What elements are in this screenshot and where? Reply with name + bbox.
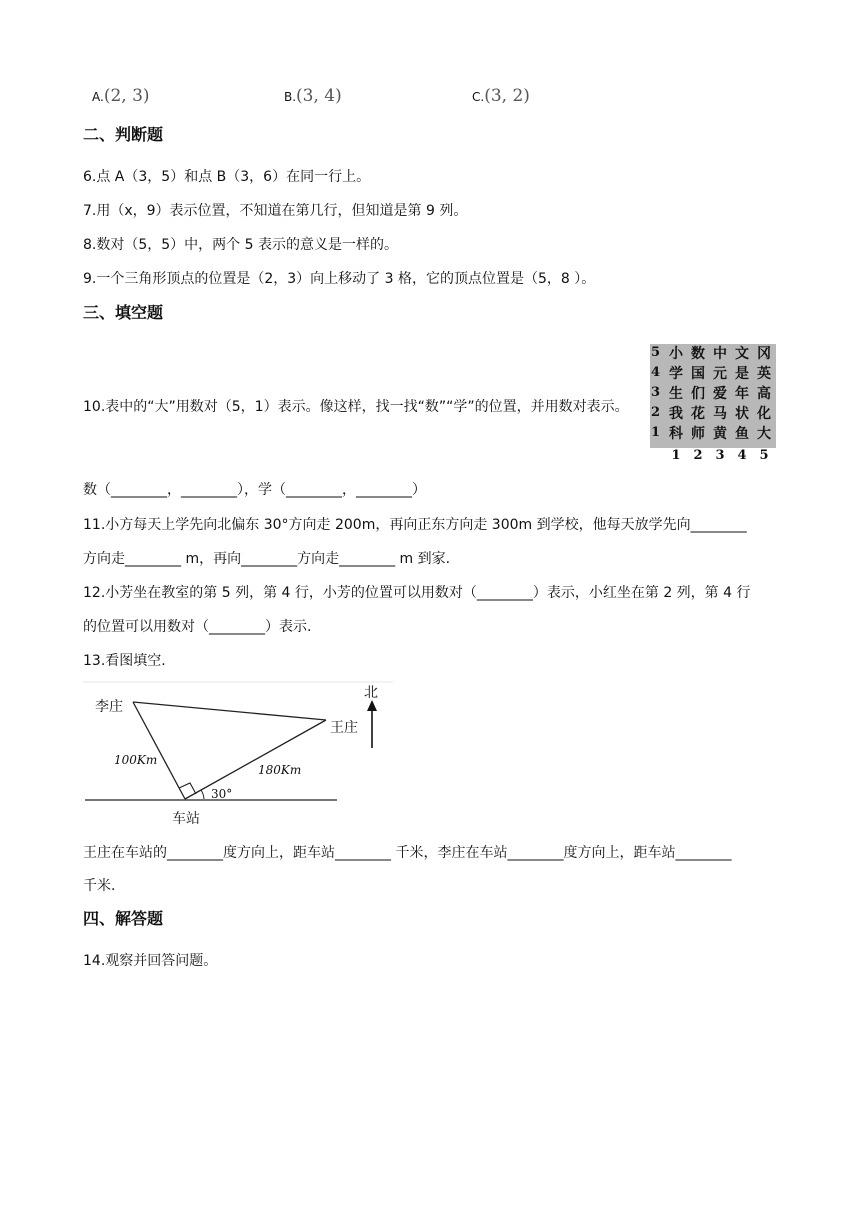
question-7: 7.用（x，9）表示位置，不知道在第几行，但知道是第 9 列。	[83, 203, 468, 219]
option-a-letter: A.	[92, 90, 104, 104]
grid-cell: 高	[757, 386, 771, 402]
grid-cell: 冈	[757, 346, 771, 362]
question-12-line1: 12.小芳坐在教室的第 5 列，第 4 行，小芳的位置可以用数对（________）表示，小红坐在第 2 列，第 4 行	[83, 585, 751, 601]
grid-col-label: 2	[693, 448, 703, 463]
line-station-wang	[185, 720, 326, 799]
station-label: 车站	[172, 811, 200, 827]
grid-cell: 小	[669, 346, 683, 362]
grid-cell: 英	[757, 366, 771, 382]
wangzhuang-label: 王庄	[330, 720, 358, 736]
grid-cell: 黄	[713, 426, 727, 442]
grid-cell: 化	[757, 406, 771, 422]
grid-col-label: 3	[715, 448, 725, 463]
grid-cell: 鱼	[735, 426, 749, 442]
line-li-station	[133, 702, 185, 799]
question-13-line1: 王庄在车站的________度方向上，距车站________ 千米，李庄在车站________度方向上，距车站________	[83, 845, 732, 861]
line-li-wang	[133, 702, 326, 720]
grid-cell: 中	[713, 346, 727, 362]
option-c	[472, 86, 530, 106]
grid-cell: 生	[669, 386, 683, 402]
option-b-value: (3, 4)	[296, 86, 342, 106]
angle-arc	[201, 790, 204, 799]
grid-cell: 年	[735, 386, 749, 402]
grid-cell: 学	[669, 366, 683, 382]
section4-title: 四、解答题	[83, 909, 164, 928]
distance-li-label: 100Km	[114, 753, 158, 767]
grid-cell: 师	[691, 426, 705, 442]
question-11-line2: 方向走________ m，再向________方向走________ m 到家.	[83, 551, 451, 567]
grid-cell: 马	[713, 406, 727, 422]
question-6: 6.点 A（3，5）和点 B（3，6）在同一行上。	[83, 169, 371, 185]
question-11-line1: 11.小方每天上学先向北偏东 30°方向走 200m，再向正东方向走 300m 到学校，他每天放学先向________	[83, 517, 747, 533]
question-13-line2: 千米.	[83, 878, 116, 894]
option-b	[284, 86, 342, 106]
grid-col-label: 4	[737, 448, 747, 463]
question-12-line2: 的位置可以用数对（________）表示.	[83, 619, 312, 635]
grid-row-label: 5	[651, 345, 661, 360]
option-c-value: (3, 2)	[484, 86, 530, 106]
grid-row-label: 4	[651, 365, 661, 380]
grid-cell: 数	[691, 346, 705, 362]
question-13: 13.看图填空.	[83, 653, 166, 669]
grid-cell: 科	[669, 426, 683, 442]
grid-row-label: 2	[651, 405, 661, 420]
grid-cell: 大	[757, 426, 771, 442]
question-10: 10.表中的“大”用数对（5，1）表示。像这样，找一找“数”“学”的位置，并用数对表示。	[83, 399, 629, 415]
grid-cell: 国	[691, 366, 705, 382]
grid-cell: 文	[735, 346, 749, 362]
north-label: 北	[364, 685, 378, 701]
question-9: 9.一个三角形顶点的位置是（2，3）向上移动了 3 格，它的顶点位置是（5，8 ）。	[83, 271, 596, 287]
question-10-answer: 数（________，________），学（________，________）	[83, 482, 426, 498]
grid-col-label: 1	[671, 448, 681, 463]
option-b-letter: B.	[284, 90, 297, 104]
lizhuang-label: 李庄	[95, 699, 123, 715]
grid-cell: 元	[713, 366, 727, 382]
grid-cell: 们	[691, 386, 705, 402]
option-c-letter: C.	[472, 90, 485, 104]
section2-title: 二、判断题	[83, 125, 164, 144]
question-8: 8.数对（5，5）中，两个 5 表示的意义是一样的。	[83, 237, 398, 253]
grid-cell: 状	[735, 406, 749, 422]
distance-wang-label: 180Km	[258, 763, 302, 777]
grid-row-label: 3	[651, 385, 661, 400]
question-14: 14.观察并回答问题。	[83, 953, 218, 969]
grid-col-label: 5	[759, 448, 769, 463]
option-a-value: (2, 3)	[103, 86, 150, 106]
grid-cell: 花	[691, 406, 705, 422]
grid-cell: 爱	[713, 386, 727, 402]
option-a	[92, 86, 150, 106]
grid-row-label: 1	[651, 425, 661, 440]
section3-title: 三、填空题	[83, 303, 164, 322]
grid-cell: 是	[735, 366, 749, 382]
grid-cell: 我	[669, 406, 683, 422]
angle-label: 30°	[211, 787, 233, 801]
